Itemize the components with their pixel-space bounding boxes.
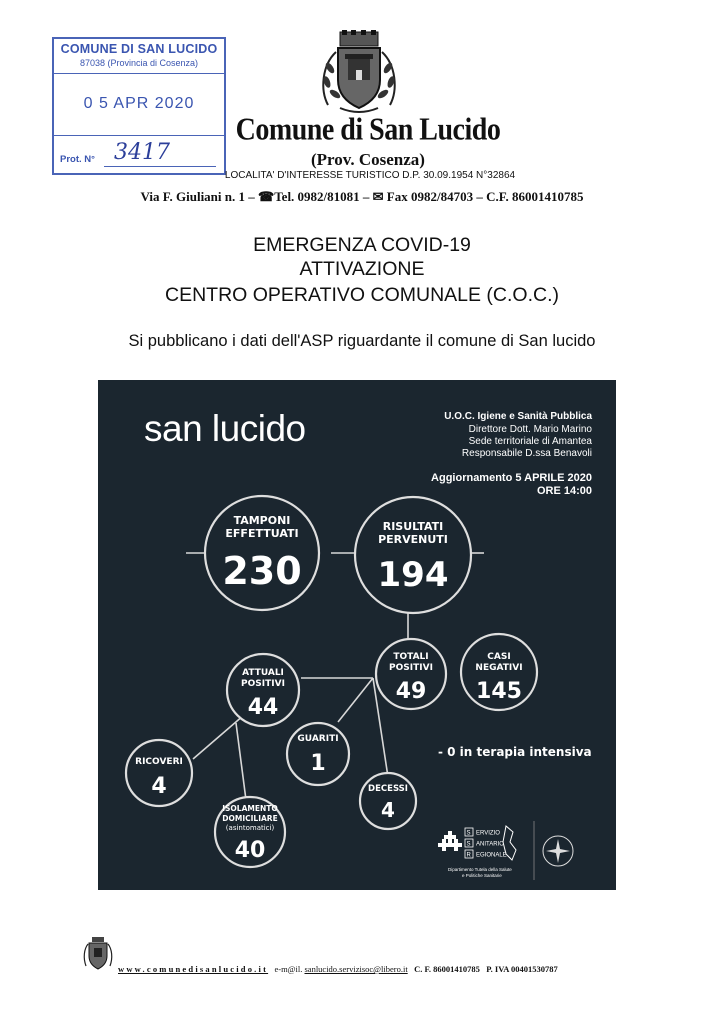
title-line-3: CENTRO OPERATIVO COMUNALE (C.O.C.) <box>165 284 559 306</box>
ssr-word-2: ANITARIO <box>476 841 504 848</box>
footer-cf: C. F. 86001410785 <box>414 964 480 974</box>
town-title: san lucido <box>144 408 306 449</box>
guariti-label: GUARITI <box>297 734 339 744</box>
office-line-3: Sede territoriale di Amantea <box>468 436 592 447</box>
province: (Prov. Cosenza) <box>311 150 425 169</box>
title-line-2: ATTIVAZIONE <box>299 258 425 280</box>
protocol-stamp <box>52 37 226 175</box>
intro-text: Si pubblicano i dati dell'ASP riguardante il comune di San lucido <box>128 332 596 350</box>
attuali-positivi-label-1: ATTUALI <box>242 668 284 678</box>
footer-line <box>118 964 658 974</box>
intensive-care-note: - 0 in terapia intensiva <box>438 745 592 759</box>
isolamento-label-1: ISOLAMENTO <box>222 804 278 813</box>
ssr-logo <box>438 821 573 880</box>
ssr-word-1: ERVIZIO <box>476 830 500 837</box>
municipality-name: Comune di San Lucido <box>235 112 501 148</box>
casi-negativi-value: 145 <box>476 679 522 704</box>
title-line-1: EMERGENZA COVID-19 <box>253 234 471 256</box>
office-line-1: U.O.C. Igiene e Sanità Pubblica <box>444 411 592 422</box>
ricoveri-value: 4 <box>151 774 167 799</box>
isolamento-value: 40 <box>234 838 266 863</box>
stamp-prot-label: Prot. N° <box>60 154 95 165</box>
attuali-positivi-label-2: POSITIVI <box>241 679 285 689</box>
totali-positivi-label-1: TOTALI <box>393 652 429 662</box>
attuali-positivi-value: 44 <box>247 695 279 720</box>
risultati-value: 194 <box>377 555 449 595</box>
totali-positivi-value: 49 <box>395 679 427 704</box>
ssr-word-3: EGIONALE <box>476 852 507 859</box>
stamp-prot-number: 3417 <box>114 140 170 165</box>
covid-infographic <box>98 380 616 890</box>
risultati-label-1: RISULTATI <box>382 520 444 533</box>
address-line: Via F. Giuliani n. 1 – ☎Tel. 0982/81081 – ✉ Fax 0982/84703 – C.F. 86001410785 <box>140 189 584 204</box>
tamponi-value: 230 <box>222 549 302 593</box>
risultati-label-2: PERVENUTI <box>378 533 448 546</box>
ssr-letter-3: R <box>466 852 471 859</box>
town-crest-icon <box>318 30 400 115</box>
decessi-value: 4 <box>381 798 395 822</box>
footer-website-link[interactable]: www.comunedisanlucido.it <box>118 964 269 974</box>
localita-note: LOCALITA' D'INTERESSE TURISTICO D.P. 30.09.1954 N°32864 <box>224 170 516 181</box>
stamp-date: 0 5 APR 2020 <box>83 95 195 112</box>
update-date: Aggiornamento 5 APRILE 2020 <box>431 472 592 484</box>
tamponi-label-1: TAMPONI <box>233 514 291 527</box>
footer-email-label: e-m@il. <box>274 964 303 974</box>
casi-negativi-label-2: NEGATIVI <box>475 663 523 673</box>
ssr-letter-1: S <box>466 830 471 837</box>
ssr-letter-2: S <box>466 841 471 848</box>
ssr-dept-1: Dipartimento Tutela della Salute <box>448 867 512 872</box>
footer-email-link[interactable]: sanlucido.servizisoc@libero.it <box>304 964 408 974</box>
guariti-value: 1 <box>310 751 326 776</box>
ricoveri-label: RICOVERI <box>135 757 183 767</box>
footer-crest-icon <box>83 936 113 970</box>
casi-negativi-label-1: CASI <box>487 652 511 662</box>
office-line-4: Responsabile D.ssa Benavoli <box>461 448 592 459</box>
stamp-title: COMUNE DI SAN LUCIDO <box>60 42 218 56</box>
decessi-label: DECESSI <box>368 784 408 794</box>
office-line-2: Direttore Dott. Mario Marino <box>468 424 592 435</box>
footer-piva: P. IVA 00401530787 <box>486 964 558 974</box>
totali-positivi-label-2: POSITIVI <box>389 663 433 673</box>
isolamento-label-2: DOMICILIARE <box>222 814 278 823</box>
update-time: ORE 14:00 <box>536 485 592 497</box>
isolamento-label-3: (asintomatici) <box>225 824 275 832</box>
tamponi-label-2: EFFETTUATI <box>225 527 299 540</box>
ssr-dept-2: e Politiche Sanitarie <box>462 873 502 878</box>
stamp-subtitle: 87038 (Provincia di Cosenza) <box>79 58 199 68</box>
infographic-svg <box>98 380 616 890</box>
